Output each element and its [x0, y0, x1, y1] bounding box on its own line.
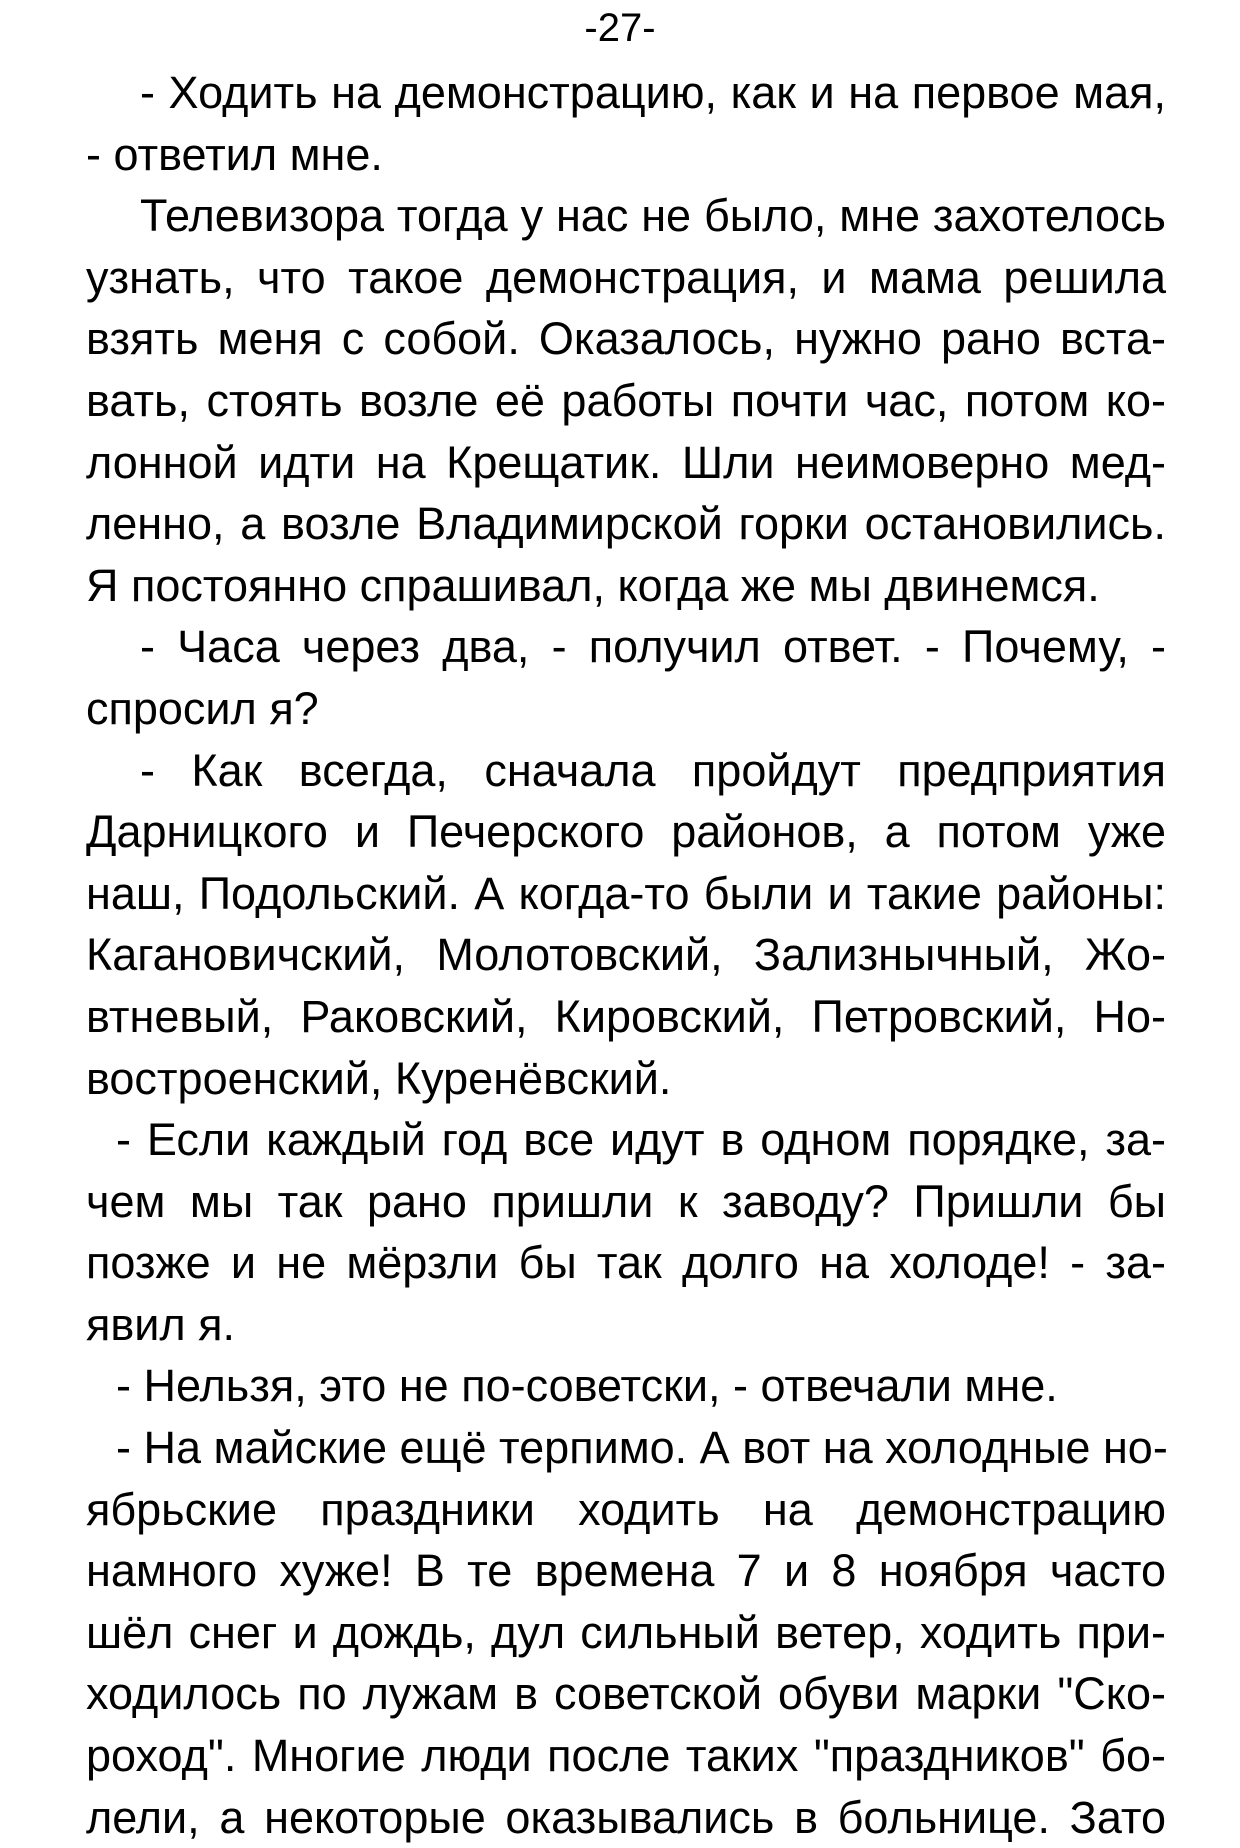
text-line: Дарницкого и Печерского районов, а потом уже [86, 806, 1166, 858]
text-line: лели, а некоторые оказывались в больнице. Зато [86, 1791, 1166, 1843]
text-line: лонной идти на Крещатик. Шли неимоверно мед- [86, 436, 1166, 488]
text-line: чем мы так рано пришли к заводу? Пришли бы [86, 1175, 1166, 1227]
text-line: Кагановичский, Молотовский, Зализнычный, Жо- [86, 929, 1166, 981]
text-line: ленно, а возле Владимирской горки остановились. [86, 498, 1166, 550]
text-line: Я постоянно спрашивал, когда же мы двинемся. [86, 559, 1100, 611]
text-line: взять меня с собой. Оказалось, нужно рано вста- [86, 313, 1166, 365]
text-line: позже и не мёрзли бы так долго на холоде! - за- [86, 1237, 1166, 1289]
text-line: узнать, что такое демонстрация, и мама решила [86, 251, 1166, 303]
text-line: - Как всегда, сначала пройдут предприятия [140, 744, 1166, 796]
text-line: - Часа через два, - получил ответ. - Почему, - [140, 621, 1166, 673]
text-line: намного хуже! В те времена 7 и 8 ноября часто [86, 1545, 1166, 1597]
text-line: - Если каждый год все идут в одном порядке, за- [116, 1114, 1166, 1166]
text-line: явил я. [86, 1298, 236, 1350]
text-line: - Ходить на демонстрацию, как и на первое мая, [140, 67, 1166, 118]
page-number: -27- [584, 6, 656, 50]
text-line: втневый, Раковский, Кировский, Петровский, Но- [86, 990, 1166, 1042]
text-line: востроенский, Куренёвский. [86, 1052, 672, 1104]
text-line: спросил я? [86, 682, 319, 734]
text-line: - ответил мне. [86, 128, 383, 180]
text-line: наш, Подольский. А когда-то были и такие районы: [86, 867, 1166, 919]
text-line: - На майские ещё терпимо. А вот на холодные но- [116, 1422, 1168, 1474]
text-line: ябрьские праздники ходить на демонстрацию [86, 1483, 1166, 1535]
text-line: ходилось по лужам в советской обуви марки "Ско- [86, 1668, 1166, 1720]
text-line: вать, стоять возле её работы почти час, потом ко- [86, 374, 1166, 426]
text-line: шёл снег и дождь, дул сильный ветер, ходить при- [86, 1606, 1166, 1658]
text-line: Телевизора тогда у нас не было, мне захотелось [140, 190, 1166, 242]
text-line: - Нельзя, это не по-советски, - отвечали мне. [116, 1360, 1058, 1412]
text-line: роход". Многие люди после таких "праздников" бо- [86, 1730, 1166, 1782]
body-text [86, 62, 1166, 1848]
